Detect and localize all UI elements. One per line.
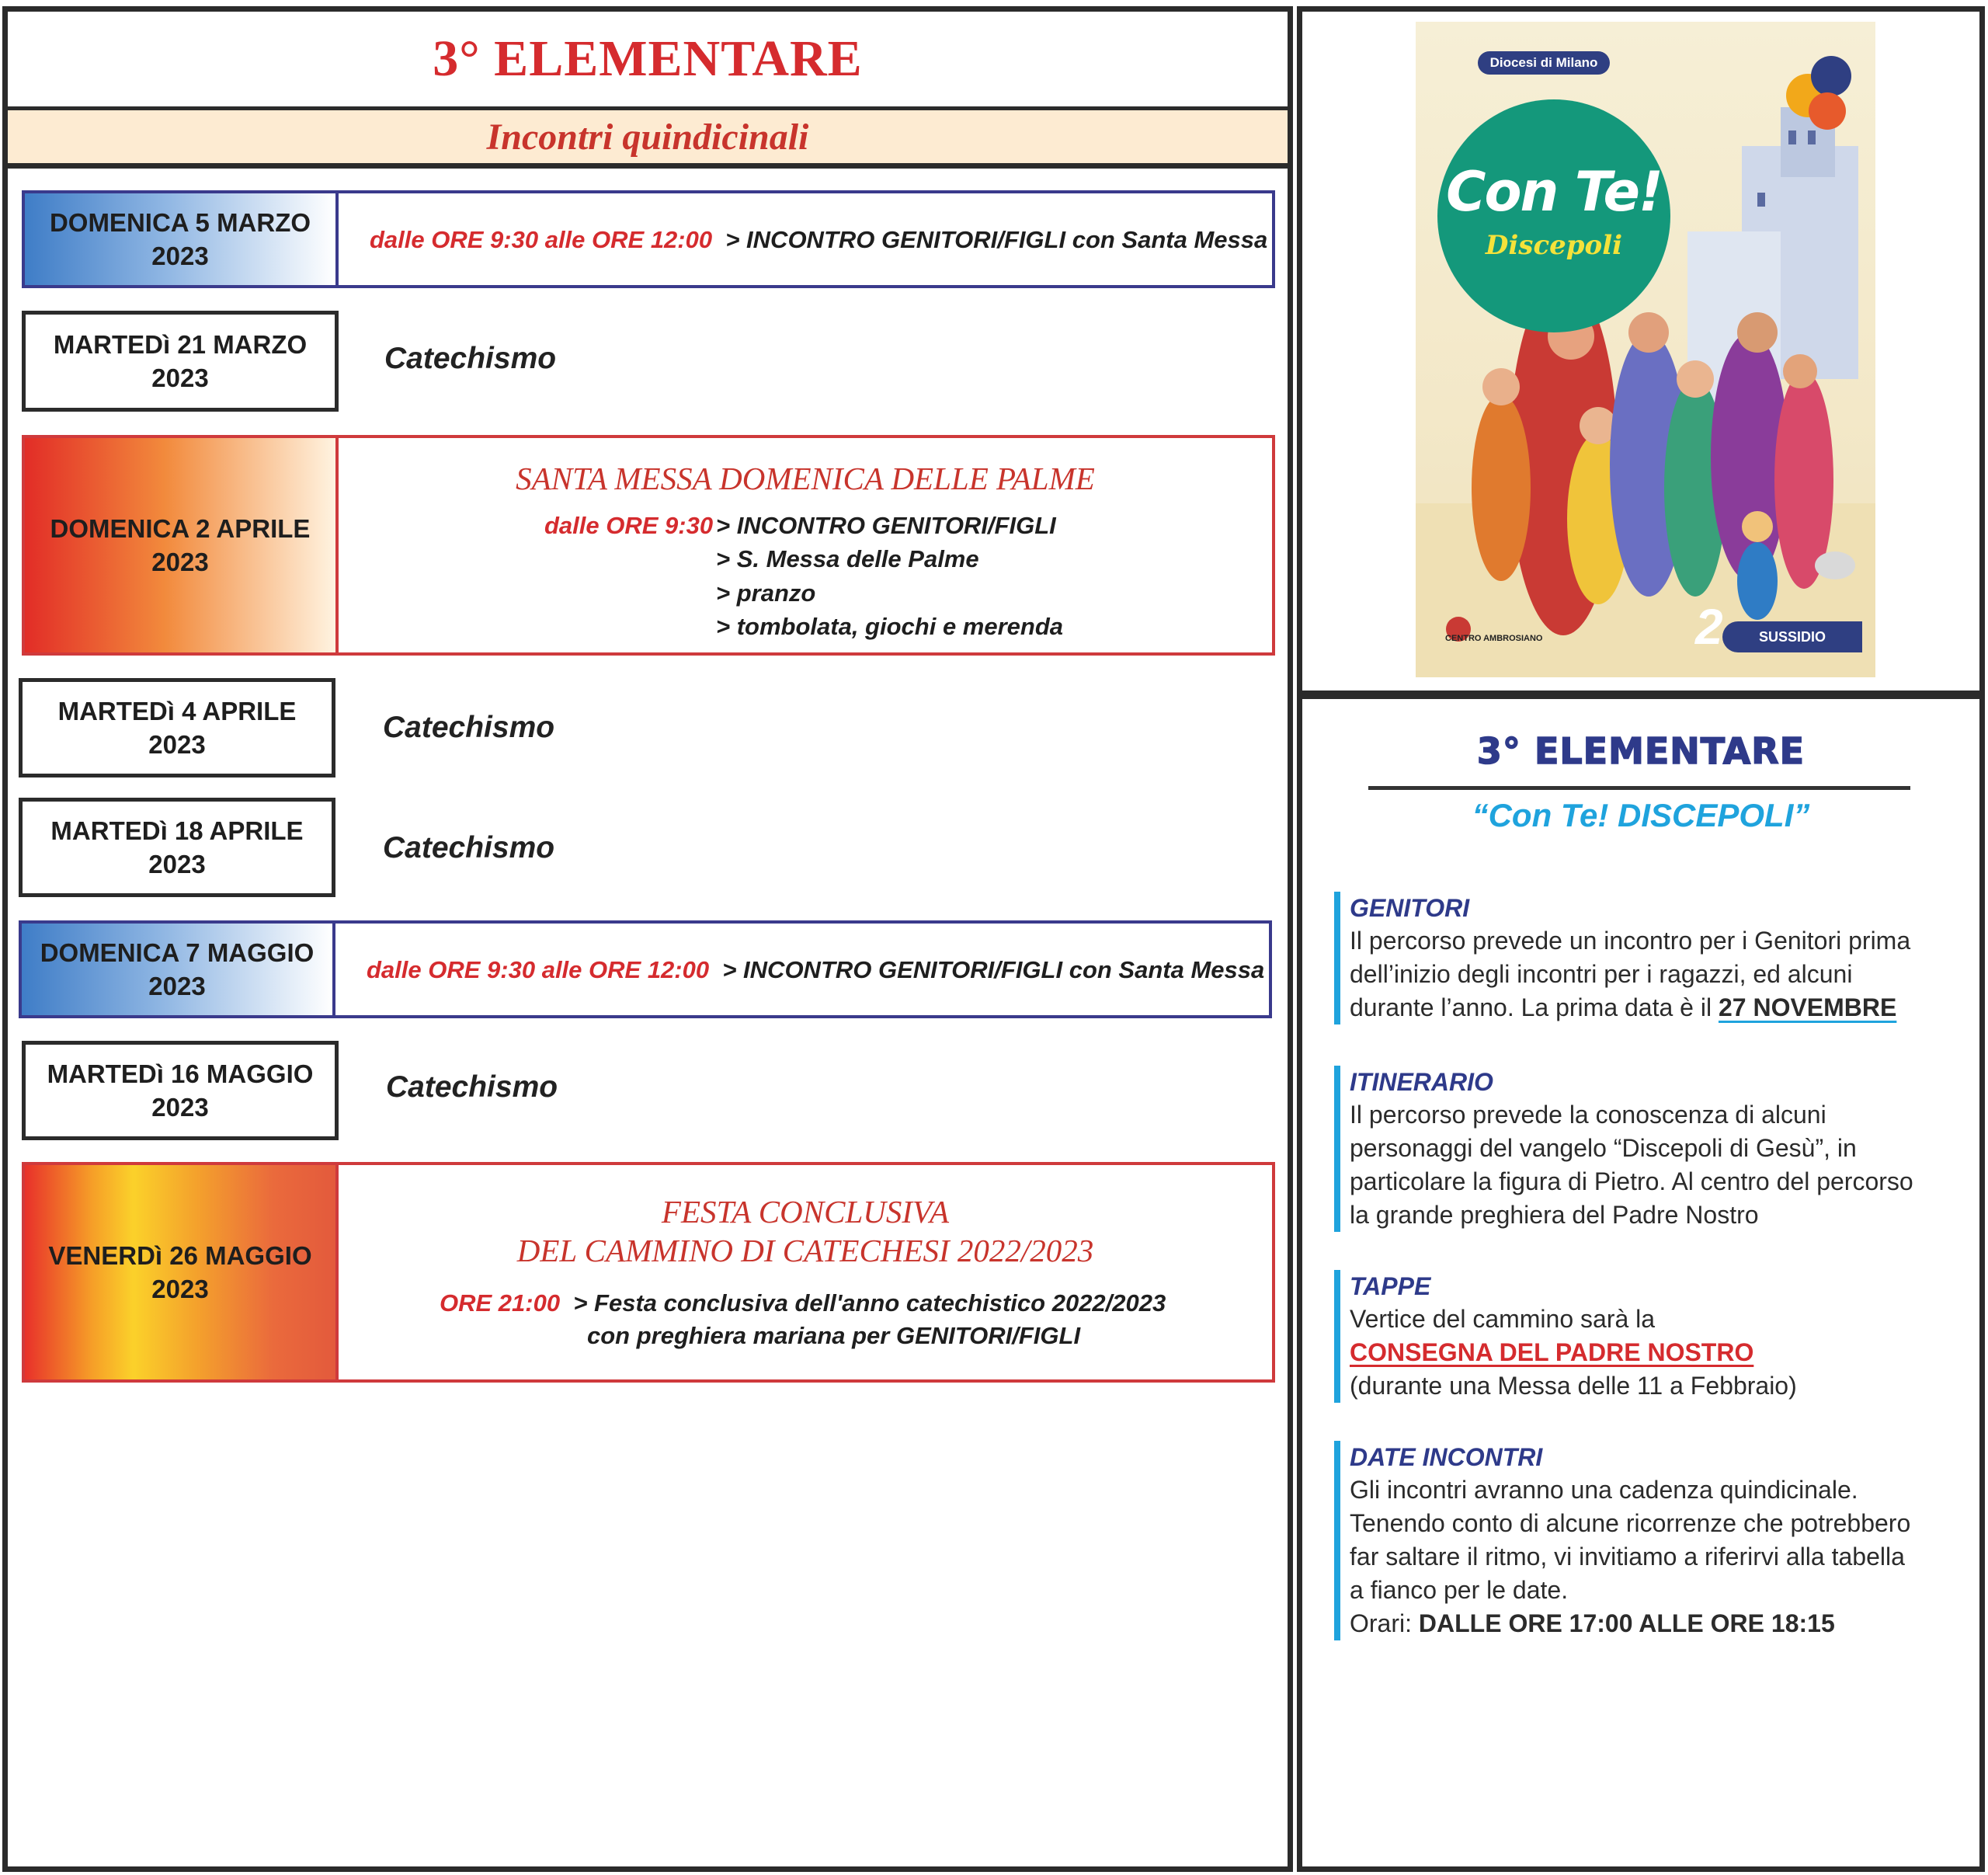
event-line: [440, 1289, 1166, 1317]
date-year: 2023: [148, 972, 206, 1000]
date-label: MARTEDì 21 MARZO: [53, 330, 308, 359]
section-line: Il percorso prevede la conoscenza di alcuni: [1350, 1101, 1826, 1129]
event-item: > S. Messa delle Palme: [716, 545, 979, 572]
highlight-event: CONSEGNA DEL PADRE NOSTRO: [1350, 1338, 1754, 1366]
event-title: FESTA CONCLUSIVA: [661, 1194, 950, 1230]
event-activity: Catechismo: [383, 711, 555, 744]
event-time: ORE 21:00: [440, 1289, 561, 1317]
page-subtitle: Incontri quindicinali: [486, 116, 809, 158]
event-title: SANTA MESSA DOMENICA DELLE PALME: [516, 461, 1095, 496]
date-year: 2023: [148, 730, 206, 759]
event-activity: Catechismo: [386, 1070, 558, 1104]
section-line: dell’inizio degli incontri per i ragazzi, ed alcuni: [1350, 960, 1853, 988]
highlight-date: 27 NOVEMBRE: [1718, 993, 1897, 1021]
section-line: (durante una Messa delle 11 a Febbraio): [1350, 1372, 1797, 1400]
section-line-text: durante l’anno. La prima data è il: [1350, 993, 1719, 1021]
date-label: DOMENICA 5 MARZO: [49, 208, 311, 237]
cover-publisher: CENTRO AMBROSIANO: [1445, 634, 1543, 643]
section-heading: DATE INCONTRI: [1350, 1443, 1543, 1471]
divider: [1368, 786, 1910, 790]
book-cover: [1416, 22, 1875, 677]
cover-diocese: Diocesi di Milano: [1478, 51, 1610, 75]
title-bar: [8, 12, 1288, 112]
date-box: [19, 678, 335, 777]
section-line: Tenendo conto di alcune ricorrenze che potrebbero: [1350, 1509, 1911, 1537]
date-label: MARTEDì 4 APRILE: [57, 697, 297, 725]
event-detail: > Festa conclusiva dell'anno catechistico 2022/2023: [573, 1289, 1166, 1317]
event-detail: con preghiera mariana per GENITORI/FIGLI: [587, 1322, 1081, 1349]
event-activity: Catechismo: [384, 342, 557, 375]
section-line: [1350, 1336, 1955, 1369]
section-line: la grande preghiera del Padre Nostro: [1350, 1201, 1759, 1229]
section-heading: GENITORI: [1350, 894, 1470, 922]
section-line: Il percorso prevede un incontro per i Genitori prima: [1350, 927, 1911, 955]
event-box: [335, 190, 1275, 288]
section-line: [1350, 1607, 1955, 1640]
info-subtitle: “Con Te! DISCEPOLI”: [1472, 797, 1810, 833]
date-box: [22, 190, 339, 288]
event-detail: > INCONTRO GENITORI/FIGLI con Santa Messa: [725, 226, 1268, 253]
section-line: particolare la figura di Pietro. Al centro del percorso: [1350, 1167, 1913, 1195]
event-item: > pranzo: [716, 579, 816, 607]
date-label: VENERDì 26 MAGGIO: [48, 1241, 312, 1270]
section-line: Vertice del cammino sarà la: [1350, 1305, 1656, 1333]
section-line: a fianco per le date.: [1350, 1576, 1569, 1604]
cover-title-circle: [1437, 99, 1670, 332]
date-box: [19, 920, 335, 1018]
date-box: [22, 1162, 339, 1383]
date-label: MARTEDì 18 APRILE: [50, 816, 304, 845]
event-item: > tombolata, giochi e merenda: [716, 613, 1064, 640]
section-genitori: [1334, 892, 1955, 1024]
date-box: [22, 435, 339, 656]
section-line: personaggi del vangelo “Discepoli di Gesù”, in: [1350, 1134, 1857, 1162]
section-date-incontri: [1334, 1441, 1955, 1640]
info-title: 3° ELEMENTARE: [1476, 730, 1806, 772]
date-label: MARTEDì 16 MAGGIO: [47, 1059, 314, 1088]
section-line: [1350, 991, 1955, 1024]
date-year: 2023: [151, 1093, 209, 1122]
event-line: [370, 226, 1267, 254]
section-heading: ITINERARIO: [1350, 1068, 1493, 1096]
cover-volume: 2: [1695, 599, 1723, 655]
subtitle-bar: [8, 110, 1288, 169]
event-line: [367, 956, 1264, 984]
date-year: 2023: [151, 242, 209, 270]
event-activity: Catechismo: [383, 831, 555, 864]
event-box: [332, 920, 1272, 1018]
event-time: dalle ORE 9:30 alle ORE 12:00: [367, 956, 710, 983]
date-year: 2023: [151, 548, 209, 576]
date-year: 2023: [151, 364, 209, 392]
date-box: [22, 1041, 339, 1140]
date-box: [22, 311, 339, 412]
cover-title: Con Te!: [1446, 160, 1662, 224]
event-detail: > INCONTRO GENITORI/FIGLI con Santa Messa: [722, 956, 1265, 983]
event-time: dalle ORE 9:30: [544, 512, 714, 539]
section-line: Gli incontri avranno una cadenza quindicinale.: [1350, 1476, 1858, 1504]
event-box: [335, 1162, 1275, 1383]
event-box: [335, 435, 1275, 656]
date-year: 2023: [148, 850, 206, 878]
cover-subtitle: Discepoli: [1485, 230, 1623, 261]
orari-value: DALLE ORE 17:00 ALLE ORE 18:15: [1418, 1609, 1835, 1637]
date-label: DOMENICA 7 MAGGIO: [40, 938, 315, 967]
section-itinerario: [1334, 1066, 1955, 1232]
section-heading: TAPPE: [1350, 1272, 1431, 1300]
event-title: DEL CAMMINO DI CATECHESI 2022/2023: [516, 1233, 1094, 1268]
date-year: 2023: [151, 1275, 209, 1303]
event-time: dalle ORE 9:30 alle ORE 12:00: [370, 226, 713, 253]
cover-series: SUSSIDIO: [1722, 621, 1862, 652]
section-line: far saltare il ritmo, vi invitiamo a riferirvi alla tabella: [1350, 1543, 1905, 1571]
section-tappe: [1334, 1270, 1955, 1403]
orari-label: Orari:: [1350, 1609, 1419, 1637]
date-box: [19, 798, 335, 897]
event-item: > INCONTRO GENITORI/FIGLI: [716, 512, 1056, 539]
date-label: DOMENICA 2 APRILE: [50, 514, 311, 543]
page-title: 3° ELEMENTARE: [433, 30, 863, 87]
cover-illustration: [1416, 22, 1875, 677]
